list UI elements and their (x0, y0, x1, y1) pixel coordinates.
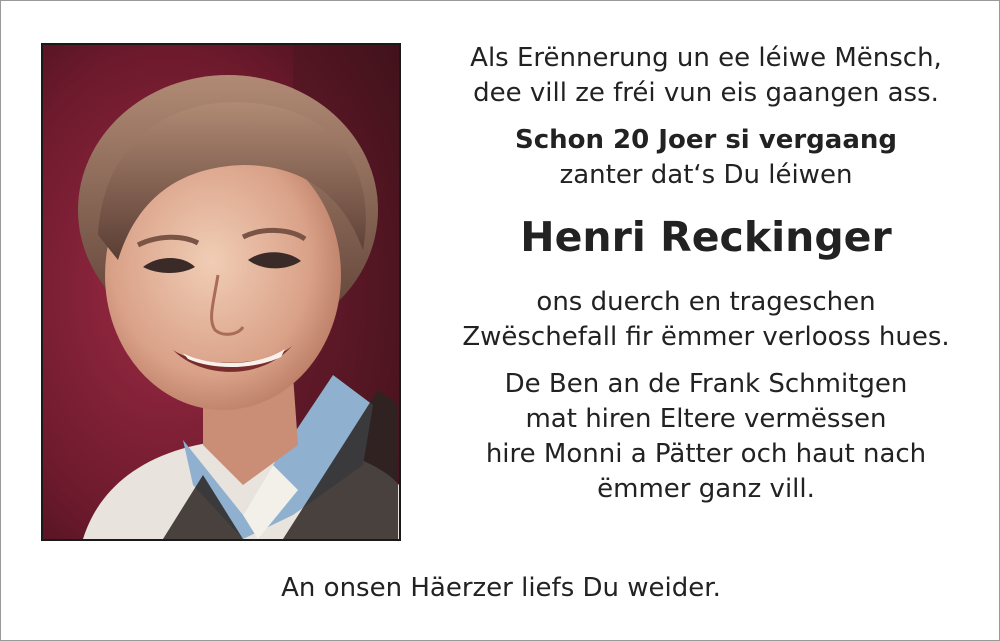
family-line-3: hire Monni a Pätter och haut nach (485, 439, 927, 469)
family-line-1: De Ben an de Frank Schmitgen (504, 369, 908, 399)
accident-line-1: ons duerch en trageschen (536, 287, 876, 317)
years-line: zanter dat‘s Du léiwen (559, 160, 853, 190)
intro-line-1: Als Erënnerung un ee léiwe Mënsch, (470, 43, 942, 73)
deceased-name: Henri Reckinger (520, 213, 892, 261)
portrait-illustration (43, 45, 399, 539)
intro-line-2: dee vill ze fréi vun eis gaangen ass. (473, 78, 939, 108)
years-heading: Schon 20 Joer si vergaang (514, 125, 897, 155)
closing-line: An onsen Häerzer liefs Du weider. (281, 573, 721, 603)
family-line-2: mat hiren Eltere vermëssen (525, 404, 887, 434)
notice-text (421, 41, 991, 507)
family-line-4: ëmmer ganz vill. (597, 474, 815, 504)
accident-line-2: Zwëschefall fir ëmmer verlooss hues. (462, 322, 950, 352)
portrait-photo (41, 43, 401, 541)
